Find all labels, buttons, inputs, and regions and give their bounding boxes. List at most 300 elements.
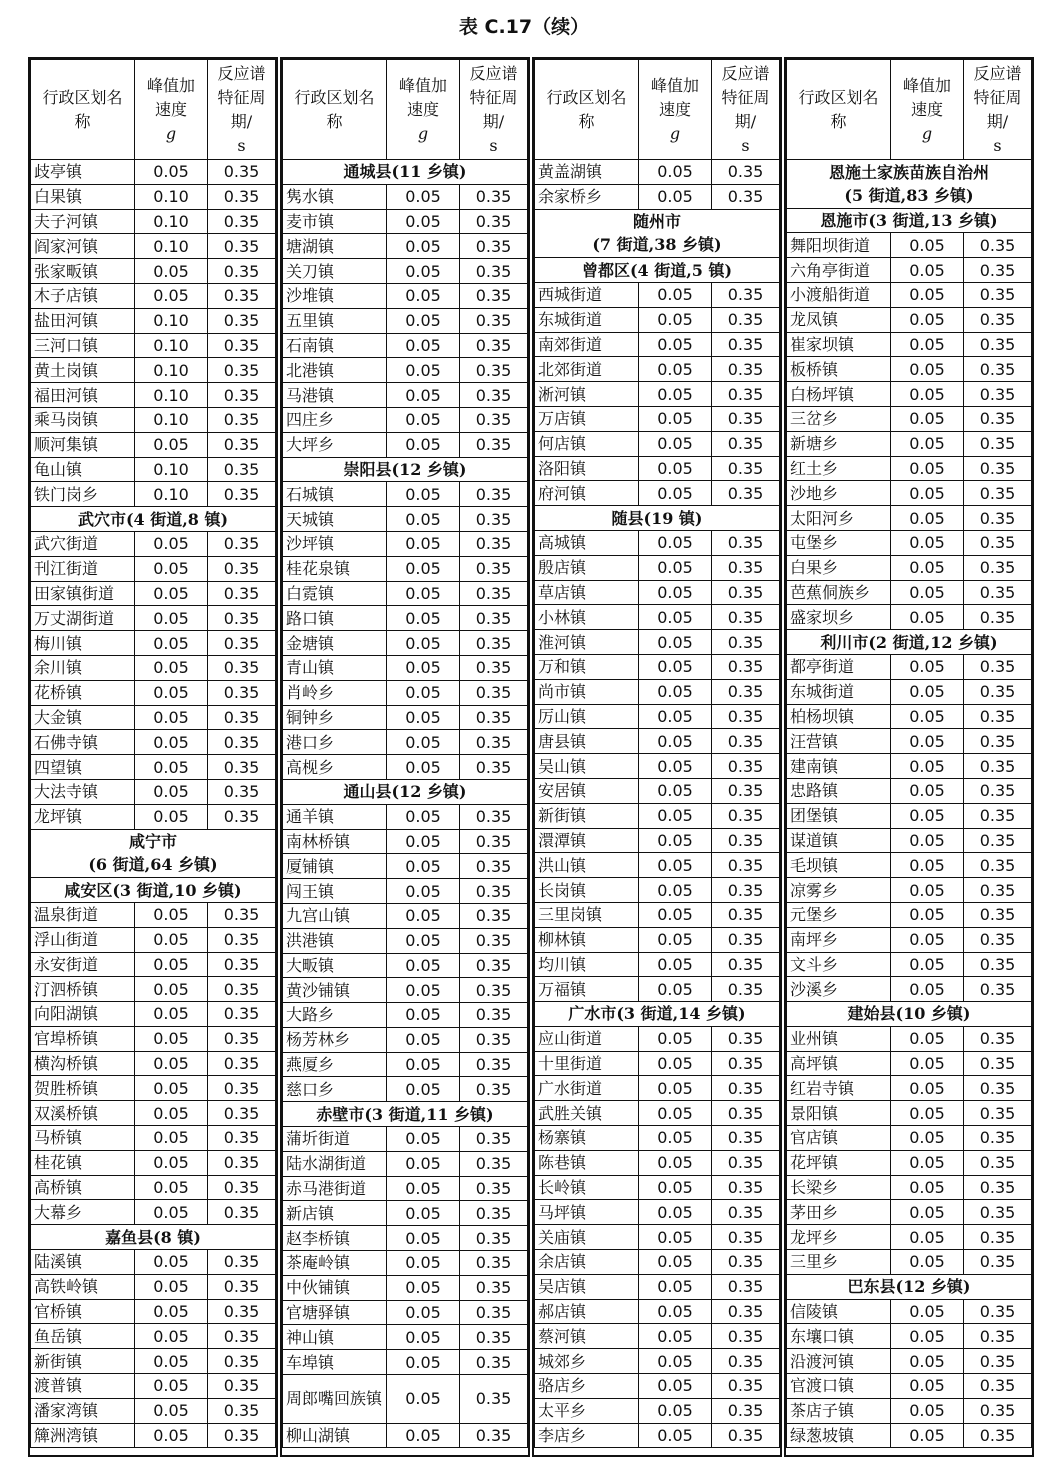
table-row [31, 1002, 276, 1027]
peak-acceleration-cell: 0.05 [387, 928, 460, 953]
region-heading-row [31, 507, 276, 532]
division-name-cell: 高城镇 [535, 530, 639, 555]
table-row [535, 1398, 780, 1423]
peak-acceleration-cell: 0.05 [387, 1176, 460, 1201]
spectrum-period-cell: 0.35 [712, 1398, 780, 1423]
peak-acceleration-cell: 0.05 [891, 332, 964, 357]
peak-acceleration-cell: 0.05 [639, 1150, 712, 1175]
division-name-cell: 梅川镇 [31, 631, 135, 656]
table-row [283, 358, 528, 383]
peak-acceleration-cell: 0.05 [135, 432, 208, 457]
spectrum-period-cell: 0.35 [208, 1101, 276, 1126]
peak-acceleration-cell: 0.05 [891, 1225, 964, 1250]
table-row [787, 1349, 1032, 1374]
peak-acceleration-cell: 0.05 [387, 1151, 460, 1176]
header-spectrum-period: 反应谱特征周期/ s [460, 60, 528, 160]
table-row [283, 829, 528, 854]
division-name-cell: 沙溪乡 [787, 977, 891, 1002]
division-name-cell: 应山街道 [535, 1026, 639, 1051]
spectrum-period-cell: 0.35 [964, 605, 1032, 630]
spectrum-period-cell: 0.35 [964, 654, 1032, 679]
region-heading: 巴东县(12 乡镇) [787, 1274, 1032, 1299]
header-division-name: 行政区划名称 [535, 60, 639, 160]
division-name-cell: 铁门岗乡 [31, 482, 135, 507]
peak-acceleration-cell: 0.05 [639, 1175, 712, 1200]
peak-acceleration-cell: 0.05 [135, 977, 208, 1002]
table-row [283, 1275, 528, 1300]
spectrum-period-cell: 0.35 [712, 282, 780, 307]
division-name-cell: 官桥镇 [31, 1299, 135, 1324]
division-name-cell: 官渡口镇 [787, 1374, 891, 1399]
spectrum-period-cell: 0.35 [964, 1076, 1032, 1101]
table-row [535, 828, 780, 853]
peak-acceleration-cell: 0.05 [135, 556, 208, 581]
spectrum-period-cell: 0.35 [460, 556, 528, 581]
table-row [283, 631, 528, 656]
header-spectrum-period: 反应谱特征周期/ s [208, 60, 276, 160]
peak-acceleration-cell: 0.05 [891, 382, 964, 407]
table-row [787, 754, 1032, 779]
peak-acceleration-cell: 0.05 [891, 1299, 964, 1324]
division-name-cell: 官塘驿镇 [283, 1300, 387, 1325]
division-name-cell: 张家畈镇 [31, 259, 135, 284]
table-row [535, 282, 780, 307]
division-name-cell: 官店镇 [787, 1126, 891, 1151]
peak-acceleration-cell: 0.05 [135, 160, 208, 185]
table-row [787, 481, 1032, 506]
peak-acceleration-cell: 0.05 [891, 282, 964, 307]
table-row [283, 507, 528, 532]
region-heading-row [787, 630, 1032, 655]
peak-acceleration-cell: 0.05 [135, 927, 208, 952]
spectrum-period-cell: 0.35 [712, 927, 780, 952]
header-peak-acceleration: 峰值加速度 g [891, 60, 964, 160]
spectrum-period-cell: 0.35 [460, 705, 528, 730]
table-row [31, 730, 276, 755]
peak-acceleration-cell: 0.05 [135, 680, 208, 705]
division-name-cell: 淮河镇 [535, 630, 639, 655]
spectrum-period-cell: 0.35 [712, 1324, 780, 1349]
division-name-cell: 渡普镇 [31, 1374, 135, 1399]
peak-acceleration-cell: 0.05 [387, 804, 460, 829]
spectrum-period-cell: 0.35 [208, 1349, 276, 1374]
spectrum-period-cell: 0.35 [208, 160, 276, 185]
table-row [283, 1226, 528, 1251]
peak-acceleration-cell: 0.05 [891, 1200, 964, 1225]
division-name-cell: 红土乡 [787, 456, 891, 481]
spectrum-period-cell: 0.35 [460, 854, 528, 879]
spectrum-period-cell: 0.35 [460, 804, 528, 829]
peak-acceleration-cell: 0.05 [135, 283, 208, 308]
spectrum-period-cell: 0.35 [460, 1375, 528, 1424]
spectrum-period-cell: 0.35 [964, 1101, 1032, 1126]
spectrum-period-cell: 0.35 [964, 902, 1032, 927]
spectrum-period-cell: 0.35 [964, 1324, 1032, 1349]
peak-acceleration-cell: 0.05 [387, 1423, 460, 1448]
spectrum-period-cell: 0.35 [712, 1051, 780, 1076]
peak-acceleration-cell: 0.05 [891, 853, 964, 878]
region-heading-row [787, 160, 1032, 209]
division-name-cell: 双溪桥镇 [31, 1101, 135, 1126]
spectrum-period-cell: 0.35 [208, 1076, 276, 1101]
peak-acceleration-cell: 0.05 [639, 977, 712, 1002]
division-name-cell: 潘家湾镇 [31, 1398, 135, 1423]
division-name-cell: 东城街道 [535, 307, 639, 332]
spectrum-period-cell: 0.35 [712, 1200, 780, 1225]
division-name-cell: 陆溪镇 [31, 1250, 135, 1275]
table-row [787, 878, 1032, 903]
peak-acceleration-cell: 0.05 [891, 1324, 964, 1349]
peak-acceleration-cell: 0.05 [891, 406, 964, 431]
spectrum-period-cell: 0.35 [208, 730, 276, 755]
spectrum-period-cell: 0.35 [964, 1398, 1032, 1423]
table-row [535, 729, 780, 754]
spectrum-period-cell: 0.35 [964, 555, 1032, 580]
table-row [535, 1299, 780, 1324]
table-row [787, 1299, 1032, 1324]
spectrum-period-cell: 0.35 [712, 1274, 780, 1299]
division-table [786, 59, 1032, 1448]
spectrum-period-cell: 0.35 [712, 729, 780, 754]
peak-acceleration-cell: 0.05 [387, 383, 460, 408]
spectrum-period-cell: 0.35 [208, 1126, 276, 1151]
region-heading-row [283, 457, 528, 482]
division-name-cell: 龙坪镇 [31, 804, 135, 829]
division-name-cell: 关庙镇 [535, 1225, 639, 1250]
peak-acceleration-cell: 0.05 [891, 1026, 964, 1051]
division-name-cell: 南林桥镇 [283, 829, 387, 854]
division-name-cell: 崔家坝镇 [787, 332, 891, 357]
table-row [535, 456, 780, 481]
peak-acceleration-cell: 0.10 [135, 407, 208, 432]
spectrum-period-cell: 0.35 [964, 778, 1032, 803]
spectrum-period-cell: 0.35 [712, 456, 780, 481]
division-name-cell: 长岭镇 [535, 1175, 639, 1200]
division-name-cell: 舞阳坝街道 [787, 233, 891, 258]
division-name-cell: 厉山镇 [535, 704, 639, 729]
peak-acceleration-cell: 0.05 [639, 1398, 712, 1423]
division-name-cell: 沙坪镇 [283, 531, 387, 556]
spectrum-period-cell: 0.35 [208, 333, 276, 358]
division-name-cell: 草店镇 [535, 580, 639, 605]
spectrum-period-cell: 0.35 [460, 507, 528, 532]
spectrum-period-cell: 0.35 [712, 1101, 780, 1126]
table-row [787, 332, 1032, 357]
spectrum-period-cell: 0.35 [460, 631, 528, 656]
table-row [31, 1150, 276, 1175]
peak-acceleration-cell: 0.05 [891, 481, 964, 506]
table-row [31, 1324, 276, 1349]
peak-acceleration-cell: 0.05 [639, 406, 712, 431]
peak-acceleration-cell: 0.10 [135, 184, 208, 209]
spectrum-period-cell: 0.35 [460, 1127, 528, 1152]
table-row [283, 804, 528, 829]
peak-acceleration-cell: 0.05 [639, 456, 712, 481]
spectrum-period-cell: 0.35 [712, 605, 780, 630]
division-name-cell: 柏杨坝镇 [787, 704, 891, 729]
table-row [787, 1051, 1032, 1076]
peak-acceleration-cell: 0.05 [387, 1226, 460, 1251]
peak-acceleration-cell: 0.05 [135, 1349, 208, 1374]
spectrum-period-cell: 0.35 [460, 680, 528, 705]
peak-acceleration-cell: 0.05 [639, 580, 712, 605]
table-row [787, 1126, 1032, 1151]
peak-acceleration-cell: 0.05 [639, 654, 712, 679]
division-name-cell: 唐县镇 [535, 729, 639, 754]
peak-acceleration-cell: 0.05 [891, 1250, 964, 1275]
table-row [535, 481, 780, 506]
region-heading: 武穴市(4 街道,8 镇) [31, 507, 276, 532]
spectrum-period-cell: 0.35 [712, 630, 780, 655]
division-name-cell: 屯堡乡 [787, 530, 891, 555]
division-name-cell: 高枧乡 [283, 755, 387, 780]
spectrum-period-cell: 0.35 [208, 680, 276, 705]
header-spectrum-period: 反应谱特征周期/ s [964, 60, 1032, 160]
peak-acceleration-cell: 0.05 [639, 803, 712, 828]
division-name-cell: 沙堆镇 [283, 283, 387, 308]
division-name-cell: 横沟桥镇 [31, 1051, 135, 1076]
peak-acceleration-cell: 0.05 [639, 1126, 712, 1151]
division-name-cell: 蒲圻街道 [283, 1127, 387, 1152]
table-row [283, 1251, 528, 1276]
peak-acceleration-cell: 0.05 [387, 1027, 460, 1052]
peak-acceleration-cell: 0.05 [387, 507, 460, 532]
division-name-cell: 陆水湖街道 [283, 1151, 387, 1176]
division-name-cell: 刊江街道 [31, 556, 135, 581]
table-row [283, 879, 528, 904]
peak-acceleration-cell: 0.05 [639, 382, 712, 407]
spectrum-period-cell: 0.35 [208, 1398, 276, 1423]
division-name-cell: 武穴街道 [31, 531, 135, 556]
division-name-cell: 顺河集镇 [31, 432, 135, 457]
division-table [282, 59, 528, 1448]
division-name-cell: 龙凤镇 [787, 307, 891, 332]
table-row [787, 580, 1032, 605]
table-row [787, 828, 1032, 853]
peak-acceleration-cell: 0.05 [639, 357, 712, 382]
division-name-cell: 石城镇 [283, 482, 387, 507]
table-row [31, 1126, 276, 1151]
spectrum-period-cell: 0.35 [964, 878, 1032, 903]
division-name-cell: 太阳河乡 [787, 506, 891, 531]
table-row [31, 1200, 276, 1225]
peak-acceleration-cell: 0.05 [891, 654, 964, 679]
peak-acceleration-cell: 0.05 [135, 1250, 208, 1275]
spectrum-period-cell: 0.35 [208, 804, 276, 829]
table-row [535, 357, 780, 382]
table-row [535, 878, 780, 903]
peak-acceleration-cell: 0.05 [135, 1026, 208, 1051]
header-row [283, 60, 528, 160]
peak-acceleration-cell: 0.10 [135, 358, 208, 383]
peak-acceleration-cell: 0.05 [891, 778, 964, 803]
peak-acceleration-cell: 0.05 [387, 1251, 460, 1276]
division-name-cell: 厦铺镇 [283, 854, 387, 879]
spectrum-period-cell: 0.35 [712, 1299, 780, 1324]
spectrum-period-cell: 0.35 [460, 1151, 528, 1176]
division-name-cell: 福田河镇 [31, 383, 135, 408]
spectrum-period-cell: 0.35 [712, 803, 780, 828]
division-name-cell: 隽水镇 [283, 184, 387, 209]
division-name-cell: 信陵镇 [787, 1299, 891, 1324]
division-name-cell: 夫子河镇 [31, 209, 135, 234]
spectrum-period-cell: 0.35 [208, 531, 276, 556]
table-row [283, 283, 528, 308]
division-name-cell: 黄盖湖镇 [535, 160, 639, 185]
peak-acceleration-cell: 0.05 [135, 1101, 208, 1126]
region-heading: 通城县(11 乡镇) [283, 160, 528, 185]
division-name-cell: 大幕乡 [31, 1200, 135, 1225]
table-row [283, 978, 528, 1003]
spectrum-period-cell: 0.35 [208, 259, 276, 284]
division-name-cell: 吴店镇 [535, 1274, 639, 1299]
table-row [283, 606, 528, 631]
spectrum-period-cell: 0.35 [964, 1126, 1032, 1151]
table-row [283, 581, 528, 606]
spectrum-period-cell: 0.35 [460, 1027, 528, 1052]
spectrum-period-cell: 0.35 [460, 209, 528, 234]
spectrum-period-cell: 0.35 [964, 233, 1032, 258]
peak-acceleration-cell: 0.05 [891, 233, 964, 258]
division-name-cell: 均川镇 [535, 952, 639, 977]
spectrum-period-cell: 0.35 [208, 952, 276, 977]
peak-acceleration-cell: 0.05 [639, 630, 712, 655]
spectrum-period-cell: 0.35 [712, 952, 780, 977]
spectrum-period-cell: 0.35 [208, 1324, 276, 1349]
division-name-cell: 凉雾乡 [787, 878, 891, 903]
peak-acceleration-cell: 0.05 [639, 729, 712, 754]
spectrum-period-cell: 0.35 [712, 357, 780, 382]
region-heading: 曾都区(4 街道,5 镇) [535, 258, 780, 283]
peak-acceleration-cell: 0.05 [387, 184, 460, 209]
division-name-cell: 五里镇 [283, 308, 387, 333]
region-heading-row [31, 1225, 276, 1250]
spectrum-period-cell: 0.35 [712, 481, 780, 506]
table-row [787, 357, 1032, 382]
peak-acceleration-cell: 0.05 [891, 828, 964, 853]
table-row [31, 333, 276, 358]
peak-acceleration-cell: 0.05 [135, 952, 208, 977]
division-name-cell: 蔡河镇 [535, 1324, 639, 1349]
table-row [535, 1175, 780, 1200]
peak-acceleration-cell: 0.05 [891, 1398, 964, 1423]
peak-acceleration-cell: 0.05 [639, 1423, 712, 1448]
spectrum-period-cell: 0.35 [208, 1150, 276, 1175]
table-row [535, 1150, 780, 1175]
spectrum-period-cell: 0.35 [964, 456, 1032, 481]
spectrum-period-cell: 0.35 [964, 853, 1032, 878]
peak-acceleration-cell: 0.05 [639, 1274, 712, 1299]
table-row [787, 902, 1032, 927]
table-row [787, 258, 1032, 283]
table-row [787, 406, 1032, 431]
division-name-cell: 九宫山镇 [283, 903, 387, 928]
division-name-cell: 板桥镇 [787, 357, 891, 382]
peak-acceleration-cell: 0.05 [387, 730, 460, 755]
seismic-parameter-tables [28, 57, 1035, 1457]
spectrum-period-cell: 0.35 [712, 332, 780, 357]
table-row [787, 382, 1032, 407]
peak-acceleration-cell: 0.05 [135, 1324, 208, 1349]
peak-acceleration-cell: 0.05 [639, 704, 712, 729]
division-name-cell: 洛阳镇 [535, 456, 639, 481]
table-row [31, 160, 276, 185]
peak-acceleration-cell: 0.05 [387, 854, 460, 879]
table-row [283, 1325, 528, 1350]
spectrum-period-cell: 0.35 [460, 1423, 528, 1448]
division-name-cell: 东壤口镇 [787, 1324, 891, 1349]
division-name-cell: 元堡乡 [787, 902, 891, 927]
table-row [31, 779, 276, 804]
spectrum-period-cell: 0.35 [460, 283, 528, 308]
spectrum-period-cell: 0.35 [964, 1374, 1032, 1399]
spectrum-period-cell: 0.35 [208, 927, 276, 952]
table-row [31, 531, 276, 556]
table-row [535, 530, 780, 555]
division-name-cell: 龙坪乡 [787, 1225, 891, 1250]
spectrum-period-cell: 0.35 [460, 1275, 528, 1300]
peak-acceleration-cell: 0.05 [387, 1127, 460, 1152]
region-heading: 赤壁市(3 街道,11 乡镇) [283, 1102, 528, 1127]
division-name-cell: 余家桥乡 [535, 184, 639, 209]
header-division-name: 行政区划名称 [283, 60, 387, 160]
spectrum-period-cell: 0.35 [460, 432, 528, 457]
division-name-cell: 塘湖镇 [283, 234, 387, 259]
division-name-cell: 芭蕉侗族乡 [787, 580, 891, 605]
table-row [787, 233, 1032, 258]
peak-acceleration-cell: 0.05 [387, 1003, 460, 1028]
peak-acceleration-cell: 0.05 [891, 878, 964, 903]
division-name-cell: 余川镇 [31, 655, 135, 680]
spectrum-period-cell: 0.35 [964, 431, 1032, 456]
region-heading-row [787, 1002, 1032, 1027]
division-name-cell: 余店镇 [535, 1250, 639, 1275]
peak-acceleration-cell: 0.05 [387, 1375, 460, 1424]
spectrum-period-cell: 0.35 [964, 1051, 1032, 1076]
spectrum-period-cell: 0.35 [712, 778, 780, 803]
region-heading: 崇阳县(12 乡镇) [283, 457, 528, 482]
table-row [31, 383, 276, 408]
spectrum-period-cell: 0.35 [460, 978, 528, 1003]
table-row [283, 1176, 528, 1201]
table-row [787, 1200, 1032, 1225]
table-row [31, 902, 276, 927]
spectrum-period-cell: 0.35 [964, 382, 1032, 407]
division-name-cell: 沙地乡 [787, 481, 891, 506]
table-row [535, 1076, 780, 1101]
spectrum-period-cell: 0.35 [460, 1300, 528, 1325]
table-row [535, 307, 780, 332]
division-name-cell: 大路乡 [283, 1003, 387, 1028]
peak-acceleration-cell: 0.05 [387, 259, 460, 284]
peak-acceleration-cell: 0.05 [639, 282, 712, 307]
division-name-cell: 李店乡 [535, 1423, 639, 1448]
peak-acceleration-cell: 0.05 [891, 258, 964, 283]
division-name-cell: 新街镇 [535, 803, 639, 828]
spectrum-period-cell: 0.35 [460, 358, 528, 383]
peak-acceleration-cell: 0.05 [135, 631, 208, 656]
spectrum-period-cell: 0.35 [964, 282, 1032, 307]
division-name-cell: 万福镇 [535, 977, 639, 1002]
division-name-cell: 万店镇 [535, 406, 639, 431]
table-row [283, 383, 528, 408]
spectrum-period-cell: 0.35 [964, 729, 1032, 754]
peak-acceleration-cell: 0.05 [891, 977, 964, 1002]
division-name-cell: 陈巷镇 [535, 1150, 639, 1175]
table-row [787, 952, 1032, 977]
table-column-2 [280, 57, 530, 1457]
spectrum-period-cell: 0.35 [460, 655, 528, 680]
